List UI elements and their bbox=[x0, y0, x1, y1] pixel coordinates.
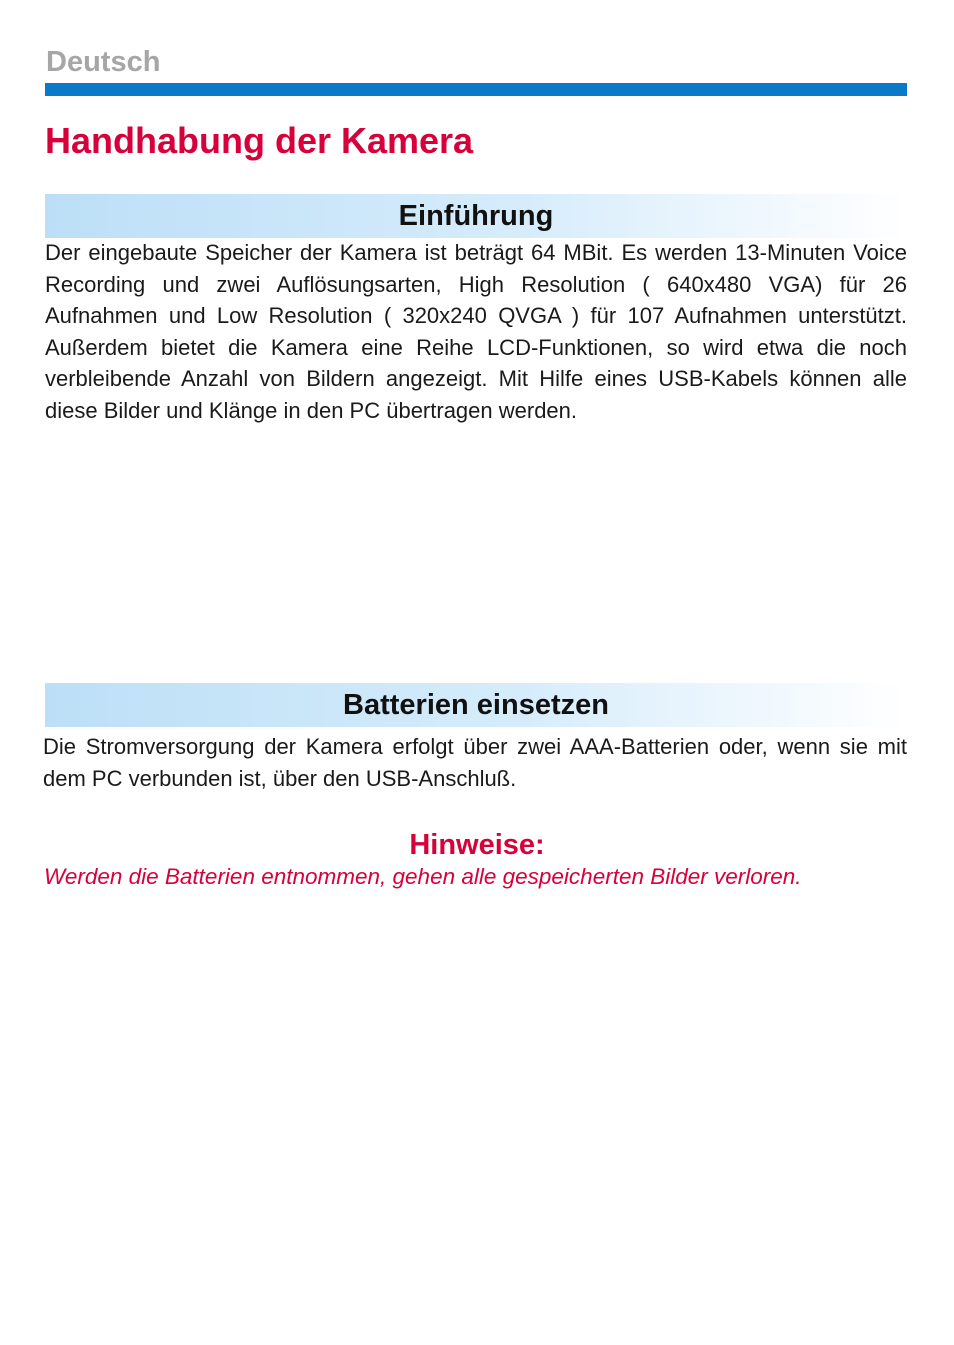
section-heading-intro: Einführung bbox=[398, 200, 554, 232]
battery-paragraph: Die Stromversorgung der Kamera erfolgt über zwei AAA-Batterien oder, wenn sie mit dem PC verbunden ist, über den USB-Anschluß. bbox=[43, 734, 907, 791]
section-heading-battery: Batterien einsetzen bbox=[343, 689, 609, 721]
page-title: Handhabung der Kamera bbox=[45, 120, 474, 161]
notes-heading: Hinweise: bbox=[409, 829, 545, 861]
intro-paragraph: Der eingebaute Speicher der Kamera ist beträgt 64 MBit. Es werden 13-Minuten Voice Recording und zwei Auflösungsarten, High Resolution ( 640x480 VGA) für 26 Aufnahmen und Low Resolution ( 320x240 QVGA ) für 107 Aufnahmen unterstützt. Außerdem bietet die Kamera eine Reihe LCD-Funktionen, so wird etwa die noch verbleibende Anzahl von Bildern angezeigt. Mit Hilfe eines USB-Kabels können alle diese Bilder und Klänge in den PC übertragen werden. bbox=[45, 240, 907, 423]
section-header-battery bbox=[45, 683, 907, 727]
section-header-intro bbox=[45, 194, 907, 238]
header-divider bbox=[45, 83, 907, 96]
notes-text: Werden die Batterien entnommen, gehen alle gespeicherten Bilder verloren. bbox=[44, 864, 802, 889]
language-label: Deutsch bbox=[46, 46, 161, 78]
